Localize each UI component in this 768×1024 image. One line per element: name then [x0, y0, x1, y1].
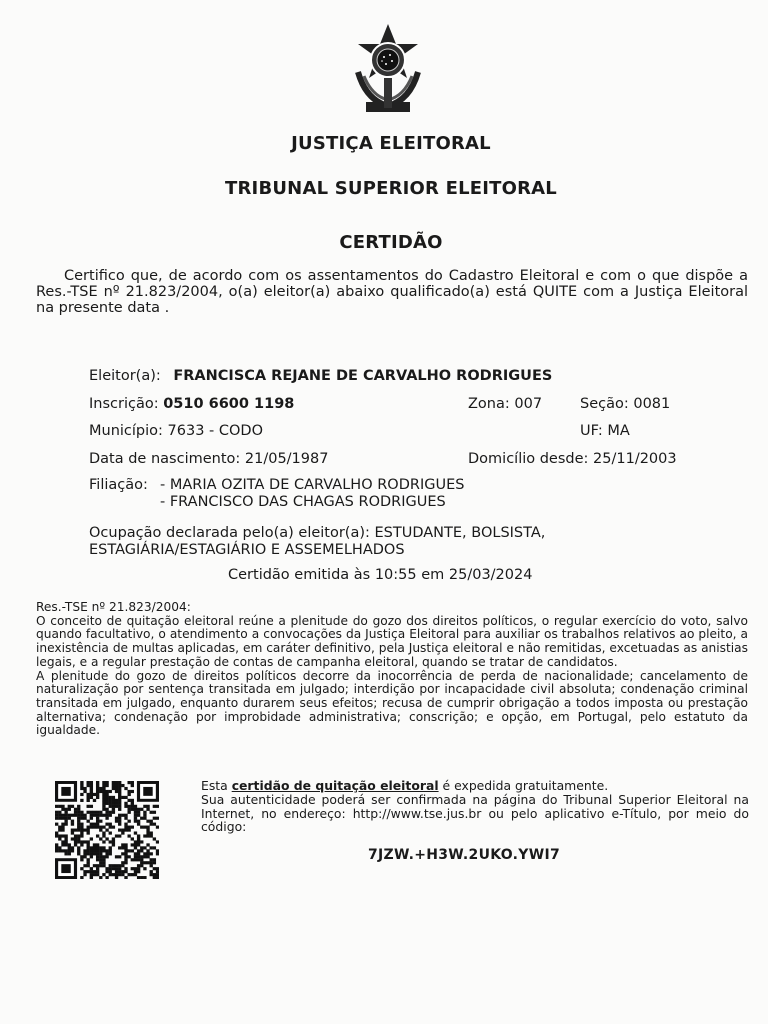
inscricao-row [89, 396, 294, 412]
emissao-datetime: Certidão emitida às 10:55 em 25/03/2024 [228, 567, 533, 583]
certidao-link: certidão de quitação eleitoral [231, 778, 439, 793]
eleitor-row [89, 368, 552, 384]
inscricao-value: 0510 6600 1198 [163, 396, 295, 412]
brasil-coat-of-arms-icon [346, 22, 430, 118]
ocupacao-line-1: Ocupação declarada pelo(a) eleitor(a): ESTUDANTE, BOLSISTA, [89, 525, 546, 541]
eleitor-name: FRANCISCA REJANE DE CARVALHO RODRIGUES [173, 368, 553, 384]
header-tse: TRIBUNAL SUPERIOR ELEITORAL [225, 178, 557, 199]
footer-post: é expedida gratuitamente. [438, 778, 609, 793]
footer-pre: Esta [201, 778, 232, 793]
header-justica-eleitoral: JUSTIÇA ELEITORAL [291, 133, 491, 154]
inscricao-label: Inscrição: [89, 396, 159, 412]
legal-paragraph-2: A plenitude do gozo de direitos políticos decorre da inocorrência de perda de nacionalidade; cancelamento de naturalização por sentença transitada em julgado; interdição por incapacidade civil absoluta; condenação criminal transitada em julgado, enquanto durarem seus efeitos; recusa de cumprir obrigação a todos imposta ou prestação alternativa; condenação por improbidade administrativa; conscrição; e opção, em Portugal, pelo estatuto da igualdade. [36, 668, 748, 738]
secao-field: Seção: 0081 [580, 396, 671, 412]
legal-heading: Res.-TSE nº 21.823/2004: [36, 600, 191, 614]
legal-text [36, 601, 748, 738]
ocupacao-line-2: ESTAGIÁRIA/ESTAGIÁRIO E ASSEMELHADOS [89, 542, 405, 558]
uf-field: UF: MA [580, 423, 630, 439]
legal-paragraph-1: O conceito de quitação eleitoral reúne a plenitude do gozo dos direitos políticos, o regular exercício do voto, salvo quando facultativo, o atendimento a convocações da Justiça Eleitoral para auxiliar os trabalhos relativos ao pleito, a inexistência de multas aplicadas, em caráter definitivo, pela Justiça eleitoral e não remitidas, excetuadas as anistias legais, e a regular prestação de contas de campanha eleitoral, quando se tratar de candidatos. [36, 613, 748, 669]
filiacao-mae: - MARIA OZITA DE CARVALHO RODRIGUES [160, 477, 465, 493]
filiacao-label: Filiação: [89, 477, 148, 493]
intro-paragraph [36, 268, 748, 316]
qr-code-icon [55, 781, 159, 879]
eleitor-label: Eleitor(a): [89, 368, 161, 384]
footer-auth: Sua autenticidade poderá ser confirmada na página do Tribunal Superior Eleitoral na Internet, no endereço: http://www.tse.jus.br ou pelo aplicativo e-Título, por meio do código: [201, 791, 749, 835]
filiacao-pai: - FRANCISCO DAS CHAGAS RODRIGUES [160, 494, 446, 510]
intro-text: Certifico que, de acordo com os assentamentos do Cadastro Eleitoral e com o que dispõe a Res.-TSE nº 21.823/2004, o(a) eleitor(a) abaixo qualificado(a) está QUITE com a Justiça Eleitoral na presente data . [36, 268, 748, 316]
footer-text [201, 779, 749, 834]
nascimento-field: Data de nascimento: 21/05/1987 [89, 451, 329, 467]
municipio-field: Município: 7633 - CODO [89, 423, 263, 439]
domicilio-field: Domicílio desde: 25/11/2003 [468, 451, 677, 467]
validation-code: 7JZW.+H3W.2UKO.YWI7 [368, 847, 560, 863]
footer-line-1 [201, 779, 749, 793]
page-title: CERTIDÃO [339, 232, 443, 253]
zona-field: Zona: 007 [468, 396, 543, 412]
